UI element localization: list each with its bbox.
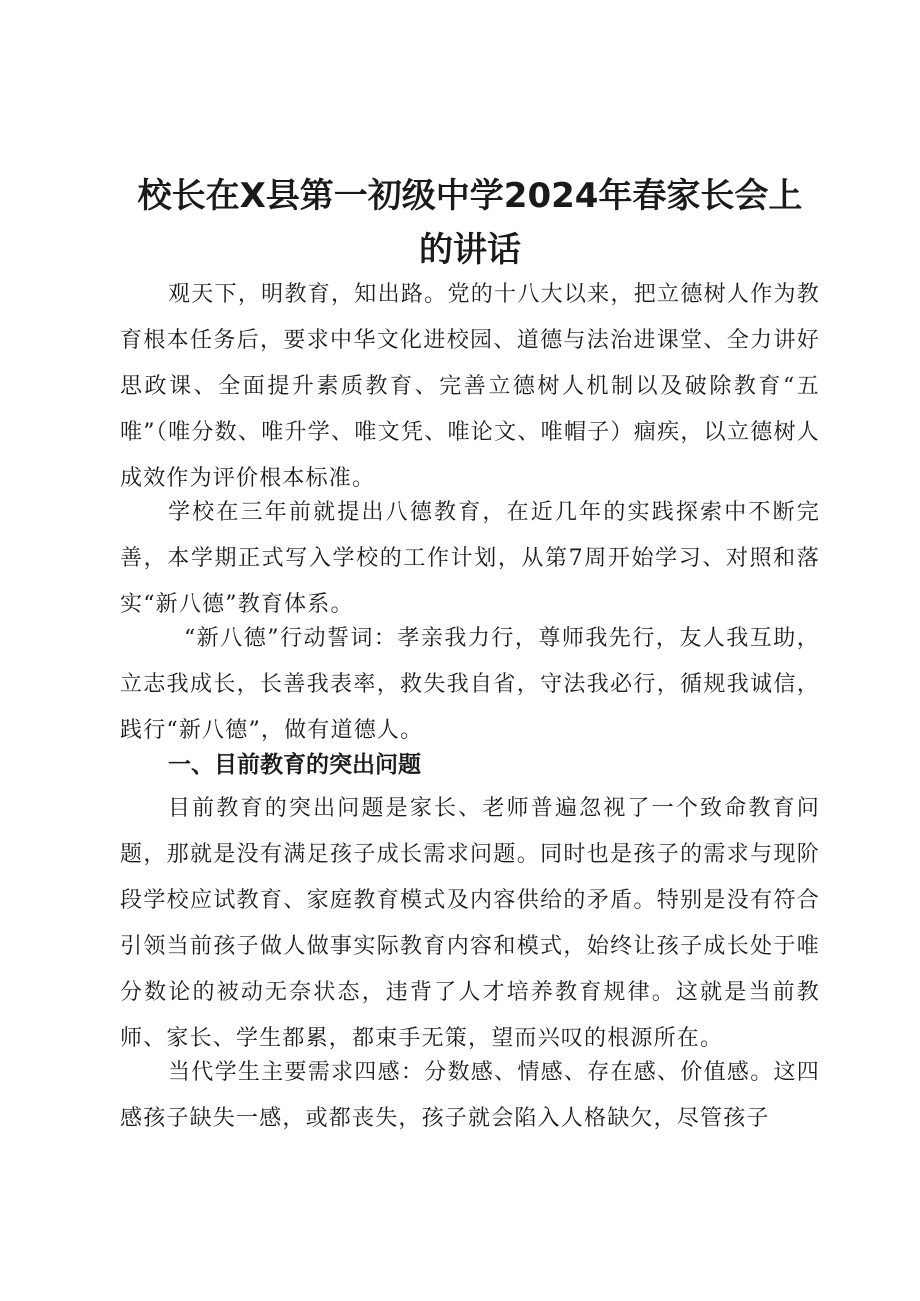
paragraph-problem: 目前教育的突出问题是家长、老师普遍忽视了一个致命教育问题，那就是没有满足孩子成长需求问题。同时也是孩子的需求与现阶段学校应试教育、家庭教育模式及内容供给的矛盾。特别是没有符合引领当前孩子做人做事实际教育内容和模式，始终让孩子成长处于唯分数论的被动无奈状态，违背了人才培养教育规律。这就是当前教师、家长、学生都累，都束手无策，望而兴叹的根源所在。	[120, 796, 820, 1051]
paragraph-intro: 观天下，明教育，知出路。党的十八大以来，把立德树人作为教育根本任务后，要求中华文化进校园、道德与法治进课堂、全力讲好思政课、全面提升素质教育、完善立德树人机制以及破除教育“五唯”（唯分数、唯升学、唯文凭、唯论文、唯帽子）痼疾，以立德树人成效作为评价根本标准。	[120, 282, 820, 491]
section-heading: 一、目前教育的突出问题	[168, 752, 421, 778]
paragraph-eight-virtues: 学校在三年前就提出八德教育，在近几年的实践探索中不断完善，本学期正式写入学校的工作计划，从第7周开始学习、对照和落实“新八德”教育体系。	[120, 500, 820, 617]
document-title-line2: 的讲话	[419, 230, 521, 270]
document-title-line1: 校长在X县第一初级中学2024年春家长会上	[137, 176, 803, 216]
paragraph-four-needs: 当代学生主要需求四感：分数感、情感、存在感、价值感。这四感孩子缺失一感，或都丧失，孩子就会陷入人格缺欠，尽管孩子	[120, 1060, 820, 1131]
paragraph-oath: “新八德”行动誓词：孝亲我力行，尊师我先行，友人我互助，立志我成长，长善我表率，救失我自省，守法我必行，循规我诚信，践行“新八德”，做有道德人。	[120, 626, 820, 743]
